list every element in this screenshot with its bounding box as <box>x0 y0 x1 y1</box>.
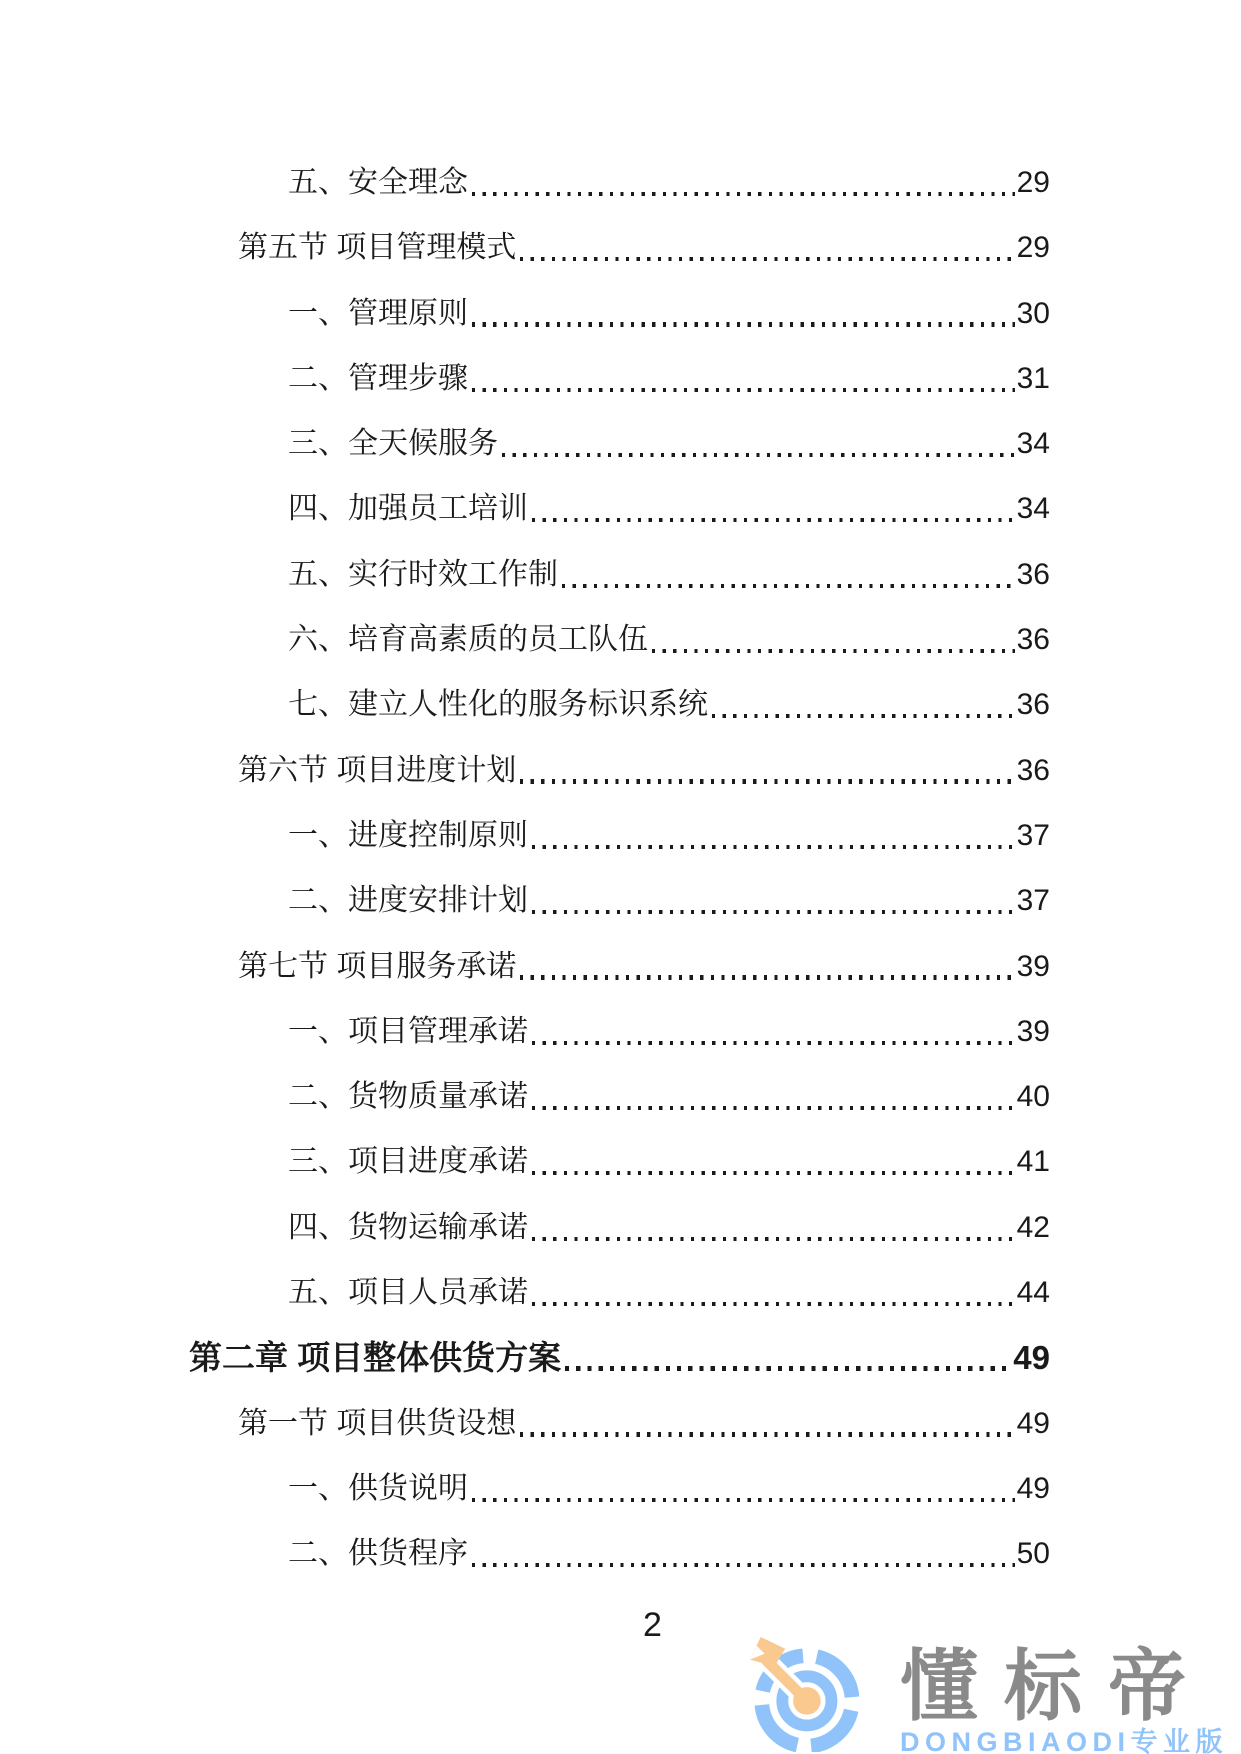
dot-leader <box>502 453 1015 457</box>
toc-entry-label: 四、加强员工培训 <box>288 492 528 526</box>
toc-entry-page: 31 <box>1016 361 1050 395</box>
toc-row <box>189 231 1050 265</box>
toc-row <box>189 1472 1050 1506</box>
dot-leader <box>472 192 1015 196</box>
dot-leader <box>565 1366 1011 1371</box>
toc-entry-page: 36 <box>1016 753 1050 787</box>
dot-leader <box>472 322 1015 326</box>
toc-entry-page: 34 <box>1016 427 1050 461</box>
dot-leader <box>652 649 1015 653</box>
toc-row <box>189 297 1050 331</box>
dot-leader <box>472 1498 1015 1502</box>
dot-leader <box>532 518 1015 522</box>
toc-row <box>189 1407 1050 1441</box>
toc-row <box>189 1211 1050 1245</box>
table-of-contents <box>189 166 1050 1603</box>
toc-entry-label: 二、供货程序 <box>288 1537 468 1571</box>
toc-entry-label: 第七节 项目服务承诺 <box>238 949 517 983</box>
dot-leader <box>520 1432 1014 1436</box>
toc-entry-page: 36 <box>1016 688 1050 722</box>
toc-entry-page: 50 <box>1016 1537 1050 1571</box>
toc-entry-page: 30 <box>1016 296 1050 330</box>
toc-entry-page: 49 <box>1016 1471 1050 1505</box>
toc-row <box>189 950 1050 984</box>
dot-leader <box>520 975 1014 979</box>
toc-row <box>189 558 1050 592</box>
watermark-logo <box>742 1634 1228 1754</box>
dot-leader <box>532 1041 1015 1045</box>
dot-leader <box>562 584 1015 588</box>
bullseye-arrow-icon <box>742 1634 860 1752</box>
dot-leader <box>712 714 1015 718</box>
toc-row <box>189 1080 1050 1114</box>
toc-entry-page: 49 <box>1013 1339 1050 1377</box>
toc-entry-page: 40 <box>1016 1080 1050 1114</box>
page-number: 2 <box>643 1606 662 1644</box>
toc-row <box>189 884 1050 918</box>
dot-leader <box>472 388 1015 392</box>
toc-entry-label: 一、进度控制原则 <box>288 818 528 852</box>
toc-entry-page: 29 <box>1016 166 1050 199</box>
toc-row <box>189 688 1050 722</box>
toc-entry-page: 41 <box>1016 1145 1050 1179</box>
toc-entry-label: 第二章 项目整体供货方案 <box>189 1339 562 1377</box>
toc-entry-label: 二、进度安排计划 <box>288 884 528 918</box>
toc-entry-label: 第六节 项目进度计划 <box>238 753 517 787</box>
toc-row <box>189 166 1050 200</box>
toc-entry-page: 36 <box>1016 623 1050 657</box>
toc-entry-label: 五、实行时效工作制 <box>288 557 558 591</box>
dot-leader <box>532 845 1015 849</box>
toc-row <box>189 1276 1050 1310</box>
brand-subtitle: DONGBIAODI专业版 <box>900 1727 1228 1754</box>
dot-leader <box>520 257 1014 261</box>
toc-entry-page: 39 <box>1016 949 1050 983</box>
toc-entry-page: 42 <box>1016 1210 1050 1244</box>
toc-row <box>189 1341 1050 1375</box>
toc-entry-label: 三、项目进度承诺 <box>288 1145 528 1179</box>
toc-entry-page: 29 <box>1016 231 1050 265</box>
dot-leader <box>532 910 1015 914</box>
dot-leader <box>520 779 1014 783</box>
toc-entry-label: 四、货物运输承诺 <box>288 1210 528 1244</box>
dot-leader <box>532 1171 1015 1175</box>
watermark-text <box>900 1634 1228 1754</box>
toc-entry-page: 36 <box>1016 557 1050 591</box>
toc-row <box>189 427 1050 461</box>
dot-leader <box>532 1106 1015 1110</box>
brand-name: 懂标帝 <box>900 1642 1213 1730</box>
toc-entry-page: 37 <box>1016 818 1050 852</box>
toc-row <box>189 362 1050 396</box>
toc-entry-label: 一、管理原则 <box>288 296 468 330</box>
toc-entry-page: 39 <box>1016 1014 1050 1048</box>
toc-entry-label: 一、项目管理承诺 <box>288 1014 528 1048</box>
toc-entry-label: 第五节 项目管理模式 <box>238 231 517 265</box>
toc-entry-label: 三、全天候服务 <box>288 427 498 461</box>
toc-row <box>189 1537 1050 1571</box>
toc-row <box>189 1145 1050 1179</box>
toc-entry-label: 二、管理步骤 <box>288 361 468 395</box>
toc-entry-label: 一、供货说明 <box>288 1471 468 1505</box>
dot-leader <box>532 1302 1015 1306</box>
toc-entry-label: 五、安全理念 <box>288 166 468 199</box>
toc-row <box>189 754 1050 788</box>
toc-entry-page: 49 <box>1016 1406 1050 1440</box>
dot-leader <box>532 1237 1015 1241</box>
toc-row <box>189 819 1050 853</box>
toc-entry-page: 37 <box>1016 884 1050 918</box>
toc-row <box>189 623 1050 657</box>
toc-entry-label: 六、培育高素质的员工队伍 <box>288 623 648 657</box>
toc-entry-label: 七、建立人性化的服务标识系统 <box>288 688 708 722</box>
toc-row <box>189 1015 1050 1049</box>
toc-entry-page: 34 <box>1016 492 1050 526</box>
dot-leader <box>472 1563 1015 1567</box>
toc-row <box>189 492 1050 526</box>
toc-entry-label: 第一节 项目供货设想 <box>238 1406 517 1440</box>
toc-entry-page: 44 <box>1016 1276 1050 1310</box>
toc-entry-label: 五、项目人员承诺 <box>288 1276 528 1310</box>
toc-entry-label: 二、货物质量承诺 <box>288 1080 528 1114</box>
